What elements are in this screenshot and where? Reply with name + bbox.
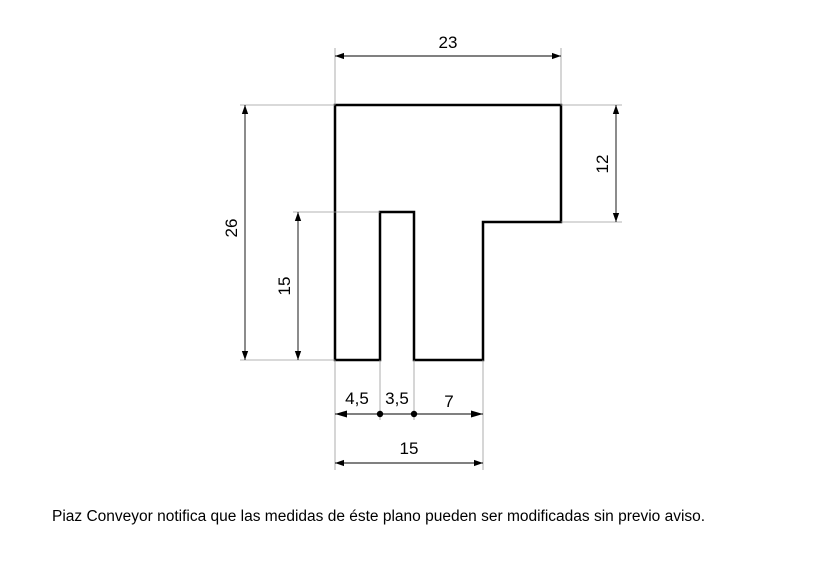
chain-dot-right bbox=[411, 411, 417, 417]
extension-lines bbox=[240, 48, 622, 470]
disclaimer-note: Piaz Conveyor notifica que las medidas de éste plano pueden ser modificadas sin previo aviso. bbox=[52, 508, 706, 525]
profile-outline bbox=[335, 105, 561, 360]
chain-arrow-left bbox=[335, 411, 347, 418]
chain-arrow-right bbox=[471, 411, 483, 418]
dim-top-width: 23 bbox=[438, 33, 458, 52]
chain-dot-left bbox=[377, 411, 383, 417]
dim-slot-width: 3,5 bbox=[385, 389, 409, 408]
dim-right-height: 12 bbox=[593, 154, 612, 174]
dim-total-height: 26 bbox=[222, 218, 241, 238]
dim-bottom-total: 15 bbox=[399, 439, 419, 458]
dim-bottom-right: 7 bbox=[444, 392, 454, 411]
dim-slot-height: 15 bbox=[275, 276, 294, 296]
dim-bottom-left: 4,5 bbox=[345, 389, 369, 408]
